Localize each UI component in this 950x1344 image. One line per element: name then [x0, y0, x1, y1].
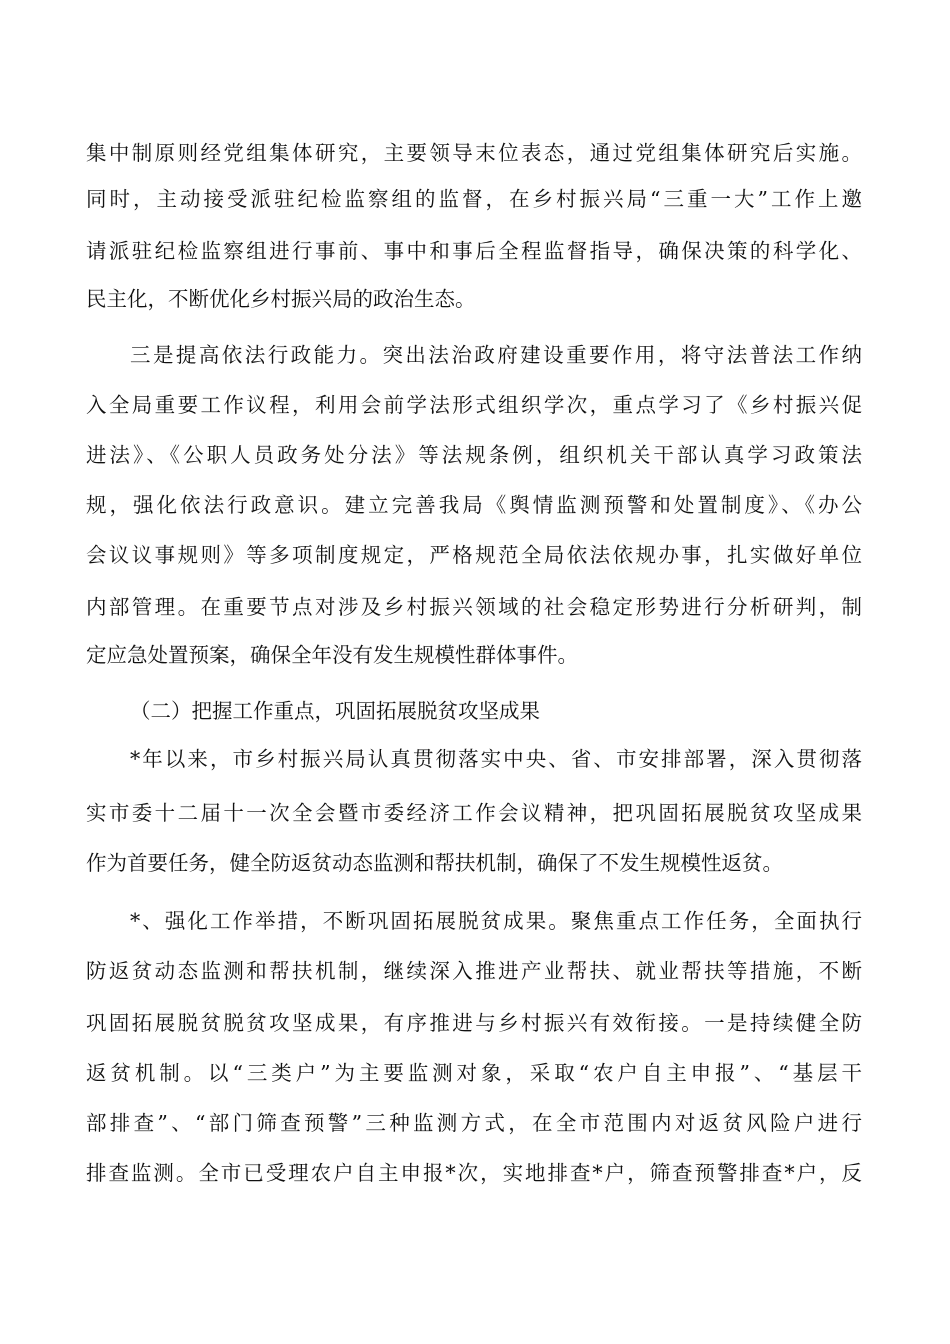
body-line-4: 民主化，不断优化乡村振兴局的政治生态。 [86, 287, 476, 311]
body-line-16: *、强化工作举措，不断巩固拓展脱贫成果。聚焦重点工作任务，全面执行 [130, 909, 862, 933]
body-line-14: 实市委十二届十一次全会暨市委经济工作会议精神，把巩固拓展脱贫攻坚成果 [86, 801, 862, 825]
body-line-19: 返贫机制。以“三类户”为主要监测对象，采取“农户自主申报”、“基层干 [86, 1061, 862, 1085]
body-line-20: 部排查”、“部门筛查预警”三种监测方式，在全市范围内对返贫风险户进行 [86, 1111, 862, 1135]
body-line-1: 集中制原则经党组集体研究，主要领导末位表态，通过党组集体研究后实施。 [86, 141, 862, 165]
body-line-6: 入全局重要工作议程，利用会前学法形式组织学次，重点学习了《乡村振兴促 [86, 393, 862, 417]
body-line-21: 排查监测。全市已受理农户自主申报*次，实地排查*户，筛查预警排查*户，反 [86, 1161, 862, 1185]
body-line-5: 三是提高依法行政能力。突出法治政府建设重要作用，将守法普法工作纳 [130, 343, 862, 367]
body-line-10: 内部管理。在重要节点对涉及乡村振兴领域的社会稳定形势进行分析研判，制 [86, 595, 862, 619]
body-line-17: 防返贫动态监测和帮扶机制，继续深入推进产业帮扶、就业帮扶等措施，不断 [86, 959, 862, 983]
body-line-2: 同时，主动接受派驻纪检监察组的监督，在乡村振兴局“三重一大”工作上邀 [86, 187, 862, 211]
body-line-18: 巩固拓展脱贫脱贫攻坚成果，有序推进与乡村振兴有效衔接。一是持续健全防 [86, 1011, 862, 1035]
body-line-11: 定应急处置预案，确保全年没有发生规模性群体事件。 [86, 643, 578, 667]
body-line-13: *年以来，市乡村振兴局认真贯彻落实中央、省、市安排部署，深入贯彻落 [130, 747, 862, 771]
section-heading: （二）把握工作重点，巩固拓展脱贫攻坚成果 [130, 699, 540, 723]
body-line-9: 会议议事规则》等多项制度规定，严格规范全局依法依规办事，扎实做好单位 [86, 543, 862, 567]
body-line-7: 进法》、《公职人员政务处分法》等法规条例，组织机关干部认真学习政策法 [86, 443, 862, 467]
body-line-3: 请派驻纪检监察组进行事前、事中和事后全程监督指导，确保决策的科学化、 [86, 239, 862, 263]
body-line-15: 作为首要任务，健全防返贫动态监测和帮扶机制，确保了不发生规模性返贫。 [86, 851, 783, 875]
body-line-8: 规，强化依法行政意识。建立完善我局《舆情监测预警和处置制度》、《办公 [86, 493, 862, 517]
